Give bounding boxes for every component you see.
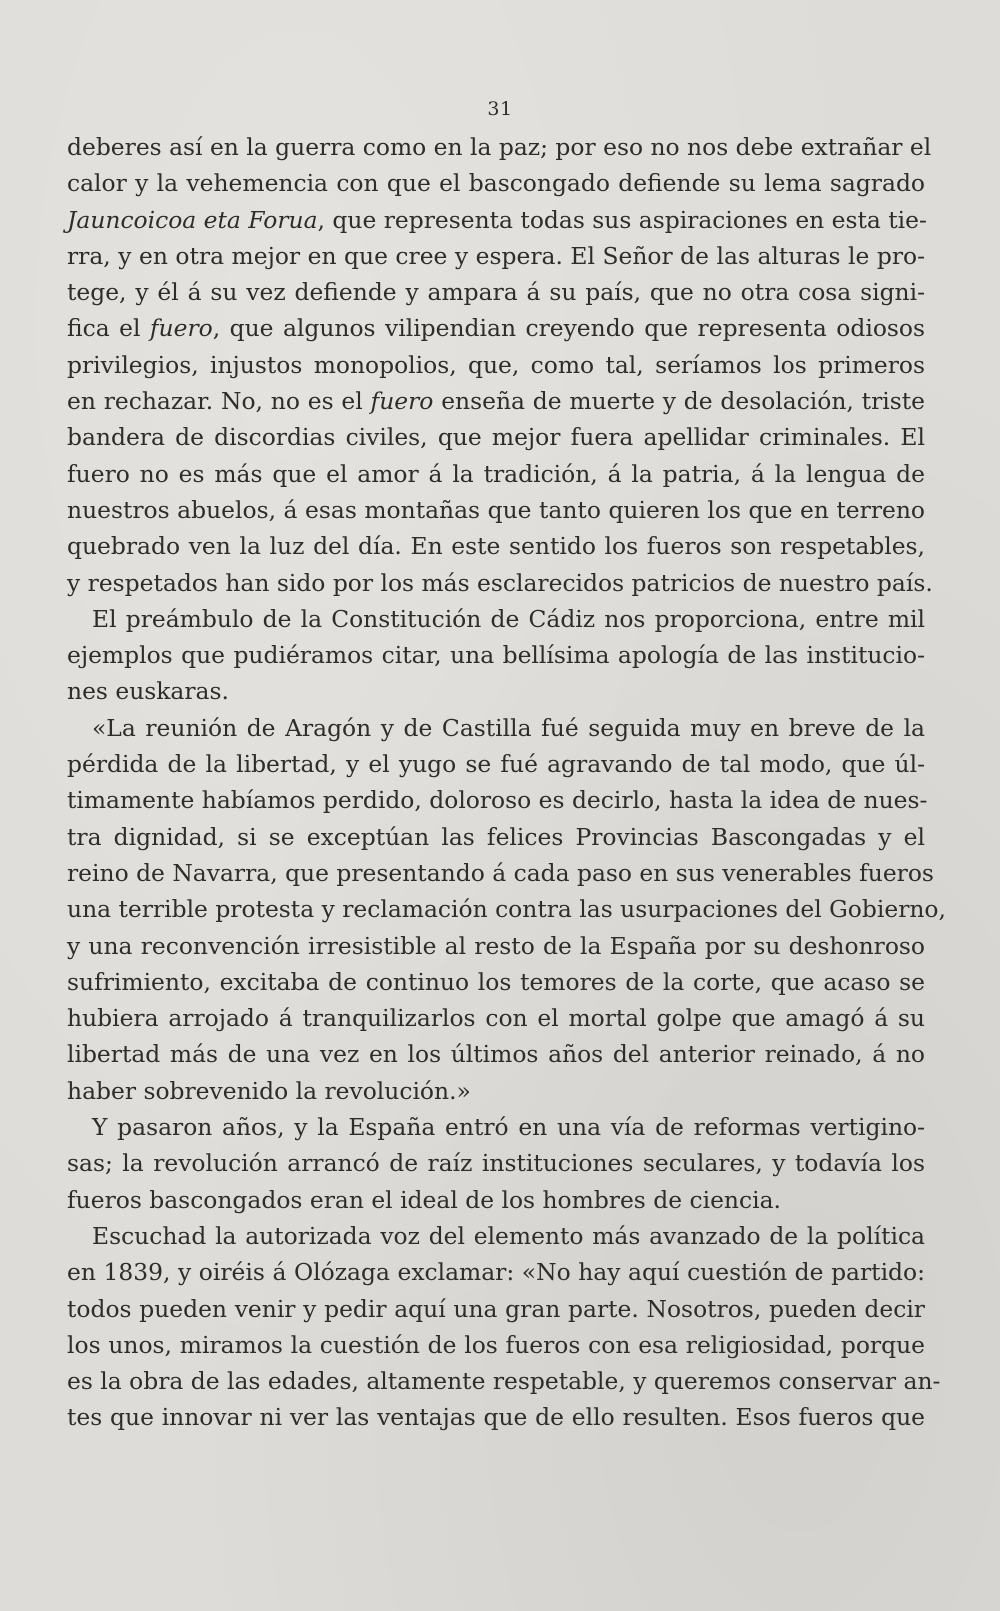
text-segment: calor y la vehemencia con que el bascongado defiende su lema sagrado [67,169,925,198]
text-segment: sufrimiento, excitaba de continuo los temores de la corte, que acaso se [67,967,925,996]
text-segment: reino de Navarra, que presentando á cada paso en sus venerables fueros [67,858,934,887]
text-segment: y respetados han sido por los más esclarecidos patricios de nuestro país. [67,568,933,597]
text-segment: fueros bascongados eran el ideal de los hombres de ciencia. [67,1185,781,1214]
text-segment: El preámbulo de la Constitución de Cádiz nos proporciona, entre mil [92,604,925,633]
text-line [67,1218,925,1254]
italic-text: Jauncoicoa eta Forua [67,205,318,234]
text-segment: en 1839, y oiréis á Olózaga exclamar: «No hay aquí cuestión de partido: [67,1258,925,1287]
text-line [67,928,925,964]
text-segment: todos pueden venir y pedir aquí una gran parte. Nosotros, pueden decir [67,1294,925,1323]
text-segment: en rechazar. No, no es el [67,387,371,416]
text-segment: una terrible protesta y reclamación contra las usurpaciones del Gobierno, [67,895,946,924]
text-segment: sas; la revolución arrancó de raíz instituciones seculares, y todavía los [67,1149,925,1178]
text-segment: rra, y en otra mejor en que cree y espera. El Señor de las alturas le pro- [67,241,925,270]
text-segment: y una reconvención irresistible al resto de la España por su deshonroso [67,931,925,960]
text-segment: libertad más de una vez en los últimos años del anterior reinado, á no [67,1040,925,1069]
text-line [67,819,925,855]
text-line [67,1109,925,1145]
text-segment: «La reunión de Aragón y de Castilla fué seguida muy en breve de la [92,713,925,742]
text-segment: fica el [67,314,150,343]
body-text [67,129,946,1436]
text-line [67,673,925,709]
text-line [67,1399,925,1435]
text-line [67,601,925,637]
text-line [67,1145,925,1181]
text-line [67,1036,925,1072]
text-segment: los unos, miramos la cuestión de los fueros con esa religiosidad, porque [67,1330,925,1359]
italic-text: fuero [149,314,213,343]
text-segment: timamente habíamos perdido, doloroso es decirlo, hasta la idea de nues- [67,786,928,815]
text-segment: bandera de discordias civiles, que mejor fuera apellidar criminales. El [67,423,925,452]
text-segment: , que representa todas sus aspiraciones en esta tie- [317,205,927,234]
text-segment: enseña de muerte y de desolación, triste [433,387,925,416]
text-segment: ejemplos que pudiéramos citar, una bellísima apología de las institucio- [67,641,925,670]
text-line [67,202,925,238]
text-line [67,1182,925,1218]
text-line [67,383,925,419]
text-line [67,1073,925,1109]
text-segment: tege, y él á su vez defiende y ampara á su país, que no otra cosa signi- [67,278,925,307]
text-segment: quebrado ven la luz del día. En este sentido los fueros son respetables, [67,532,925,561]
text-segment: nuestros abuelos, á esas montañas que tanto quieren los que en terreno [67,495,925,524]
text-segment: hubiera arrojado á tranquilizarlos con el mortal golpe que amagó á su [67,1004,925,1033]
text-line [67,129,932,165]
text-line [67,492,925,528]
text-segment: deberes así en la guerra como en la paz; por eso no nos debe extrañar el [67,133,932,161]
text-line [67,891,946,927]
text-segment: fuero no es más que el amor á la tradición, á la patria, á la lengua de [67,459,925,488]
text-line [67,710,925,746]
text-line [67,238,925,274]
text-line [67,565,933,601]
text-line [67,1291,925,1327]
text-line [67,165,925,201]
text-line [67,746,925,782]
text-line [67,274,925,310]
text-line [67,782,928,818]
text-line [67,1327,925,1363]
text-line [67,456,925,492]
text-line [67,347,925,383]
text-segment: es la obra de las edades, altamente respetable, y queremos conservar an- [67,1367,941,1396]
text-segment: Y pasaron años, y la España entró en una vía de reformas vertigino- [92,1113,925,1142]
text-line [67,528,925,564]
text-segment: tes que innovar ni ver las ventajas que de ello resulten. Esos fueros que [67,1403,925,1432]
text-segment: tra dignidad, si se exceptúan las felices Provincias Bascongadas y el [67,822,925,851]
text-segment: , que algunos vilipendian creyendo que representa odiosos [212,314,925,343]
text-line [67,310,925,346]
text-segment: pérdida de la libertad, y el yugo se fué agravando de tal modo, que úl- [67,750,925,779]
text-line [67,855,934,891]
text-line [67,1254,925,1290]
italic-text: fuero [370,387,434,416]
text-segment: haber sobrevenido la revolución.» [67,1076,471,1105]
text-segment: nes euskaras. [67,677,229,706]
text-line [67,419,925,455]
text-segment: privilegios, injustos monopolios, que, como tal, seríamos los primeros [67,350,925,379]
text-line [67,1363,941,1399]
page-number: 31 [487,98,513,120]
text-line [67,1000,925,1036]
text-line [67,964,925,1000]
text-segment: Escuchad la autorizada voz del elemento más avanzado de la política [92,1221,925,1250]
text-line [67,637,925,673]
